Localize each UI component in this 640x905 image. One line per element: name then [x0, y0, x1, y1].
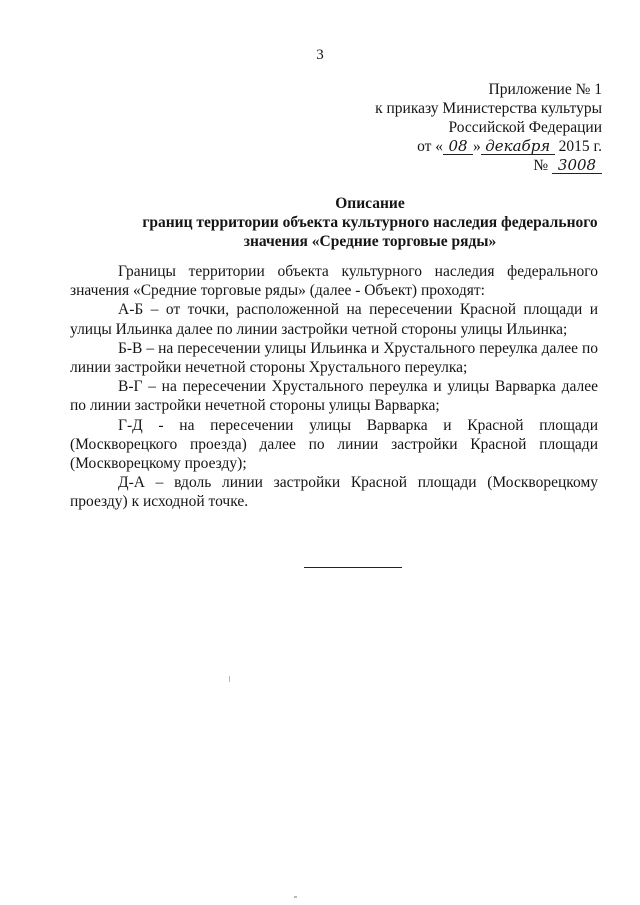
paragraph-segment-bv: Б-В – на пересечении улицы Ильинка и Хрустального переулка далее по линии застройки нечетной стороны Хрустального переулка; — [70, 339, 598, 377]
date-prefix: от « — [417, 138, 444, 155]
date-year: 2015 г. — [558, 138, 602, 155]
date-day-handwritten: 08 — [443, 139, 473, 155]
page-number: 3 — [316, 47, 324, 63]
document-title — [110, 194, 630, 251]
date-month-handwritten: декабря — [481, 139, 555, 155]
number-value-handwritten: 3008 — [552, 158, 602, 174]
paragraph-intro: Границы территории объекта культурного наследия федерального значения «Средние торговые ряды» (далее - Объект) проходят: — [70, 263, 598, 300]
title-heading: Описание — [335, 195, 405, 212]
appendix-date — [302, 137, 602, 156]
appendix-line-3: Российской Федерации — [448, 119, 602, 136]
end-divider — [304, 567, 402, 568]
title-line-3: значения «Средние торговые ряды» — [243, 233, 497, 250]
scan-speck — [229, 676, 230, 682]
appendix-line-2: к приказу Министерства культуры — [375, 100, 602, 117]
appendix-line-1: Приложение № 1 — [488, 81, 602, 98]
document-body — [70, 262, 598, 512]
paragraph-segment-gd: Г-Д - на пересечении улицы Варварка и Красной площади (Москворецкого проезда) далее по линии застройки Красной площади (Москворецкому проезду); — [70, 416, 598, 473]
number-label: № — [533, 157, 549, 174]
date-quote-close: » — [473, 138, 481, 155]
scan-speck — [294, 896, 297, 898]
appendix-header — [302, 80, 602, 175]
title-line-2: границ территории объекта культурного наследия федерального — [142, 214, 598, 231]
paragraph-segment-ab: А-Б – от точки, расположенной на пересечении Красной площади и улицы Ильинка далее по линии застройки четной стороны улицы Ильинка; — [70, 301, 598, 338]
paragraph-segment-da: Д-А – вдоль линии застройки Красной площади (Москворецкому проезду) к исходной точке. — [70, 474, 598, 511]
paragraph-segment-vg: В-Г – на пересечении Хрустального переулка и улицы Варварка далее по линии застройки нечетной стороны улицы Варварка; — [70, 378, 598, 415]
appendix-number — [302, 156, 602, 175]
